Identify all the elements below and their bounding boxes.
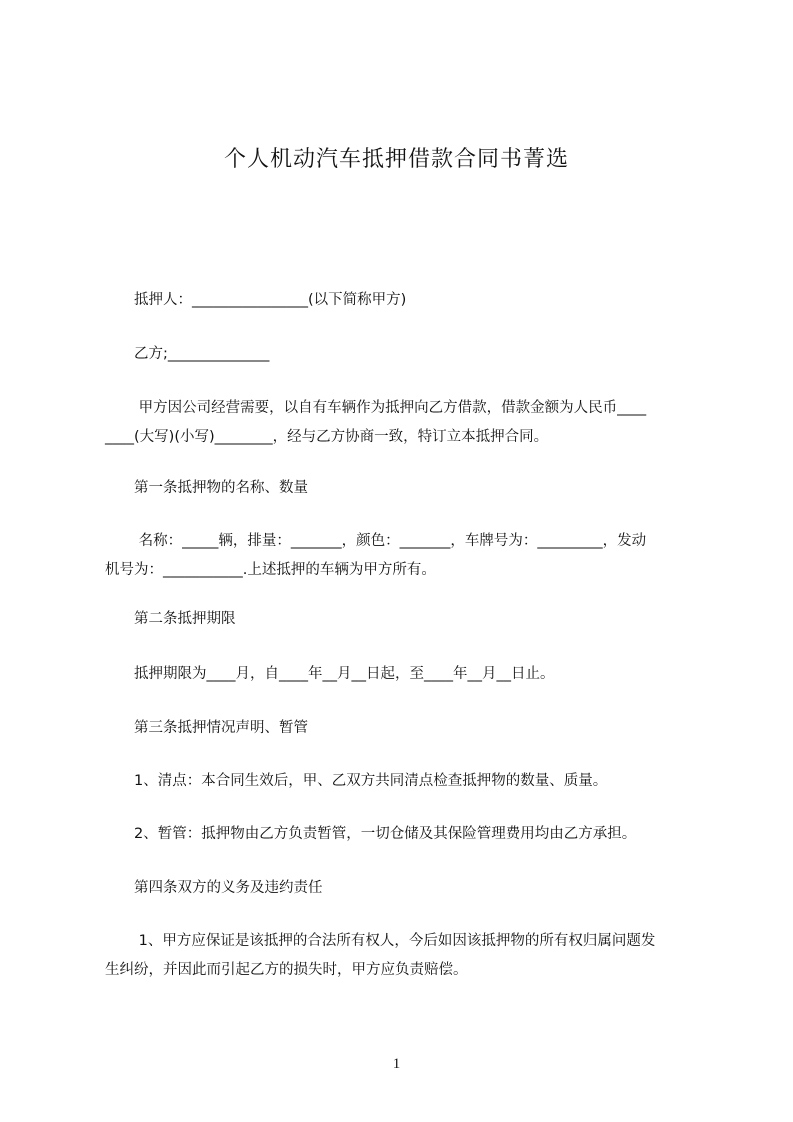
page-number: 1 bbox=[392, 1056, 401, 1072]
text-line: 机号为：___________.上述抵押的车辆为甲方所有。 bbox=[105, 562, 436, 578]
heading-article-1 bbox=[105, 474, 715, 503]
heading-article-4 bbox=[105, 874, 715, 903]
heading-article-2 bbox=[105, 605, 715, 634]
paragraph-mortgage-period bbox=[105, 660, 715, 689]
paragraph-loan-purpose bbox=[105, 394, 715, 452]
paragraph-custody bbox=[105, 820, 715, 849]
heading-article-3 bbox=[105, 714, 715, 743]
text-line: 第一条抵押物的名称、数量 bbox=[105, 480, 308, 496]
paragraph-vehicle-details bbox=[105, 527, 715, 585]
text-line: 乙方;______________ bbox=[105, 346, 270, 362]
paragraph-party-b bbox=[105, 340, 715, 369]
text-line: 1、清点：本合同生效后，甲、乙双方共同清点检查抵押物的数量、质量。 bbox=[105, 773, 608, 789]
text-line: 甲方因公司经营需要，以自有车辆作为抵押向乙方借款，借款金额为人民币____ bbox=[105, 400, 647, 416]
text-line: 第三条抵押情况声明、暂管 bbox=[105, 720, 308, 736]
paragraph-obligation-1 bbox=[105, 927, 715, 985]
text-line: 名称：_____辆，排量：_______，颜色：_______，车牌号为：_________，发动 bbox=[105, 533, 647, 549]
paragraph-inventory bbox=[105, 767, 715, 796]
text-line: 第二条抵押期限 bbox=[105, 611, 236, 627]
text-line: ____(大写)(小写)________，经与乙方协商一致，特订立本抵押合同。 bbox=[105, 429, 549, 445]
document-title: 个人机动汽车抵押借款合同书菁选 bbox=[223, 147, 569, 172]
text-line: 抵押期限为____月，自____年__月__日起，至____年__月__日止。 bbox=[105, 666, 555, 682]
text-line: 1、甲方应保证是该抵押的合法所有权人，今后如因该抵押物的所有权归属问题发 bbox=[105, 933, 656, 949]
text-line: 第四条双方的义务及违约责任 bbox=[105, 880, 323, 896]
text-line: 抵押人：________________(以下简称甲方) bbox=[105, 292, 407, 308]
text-line: 2、暂管：抵押物由乙方负责暂管，一切仓储及其保险管理费用均由乙方承担。 bbox=[105, 826, 637, 842]
paragraph-mortgagor bbox=[105, 286, 715, 315]
text-line: 生纠纷，并因此而引起乙方的损失时，甲方应负责赔偿。 bbox=[105, 962, 468, 978]
